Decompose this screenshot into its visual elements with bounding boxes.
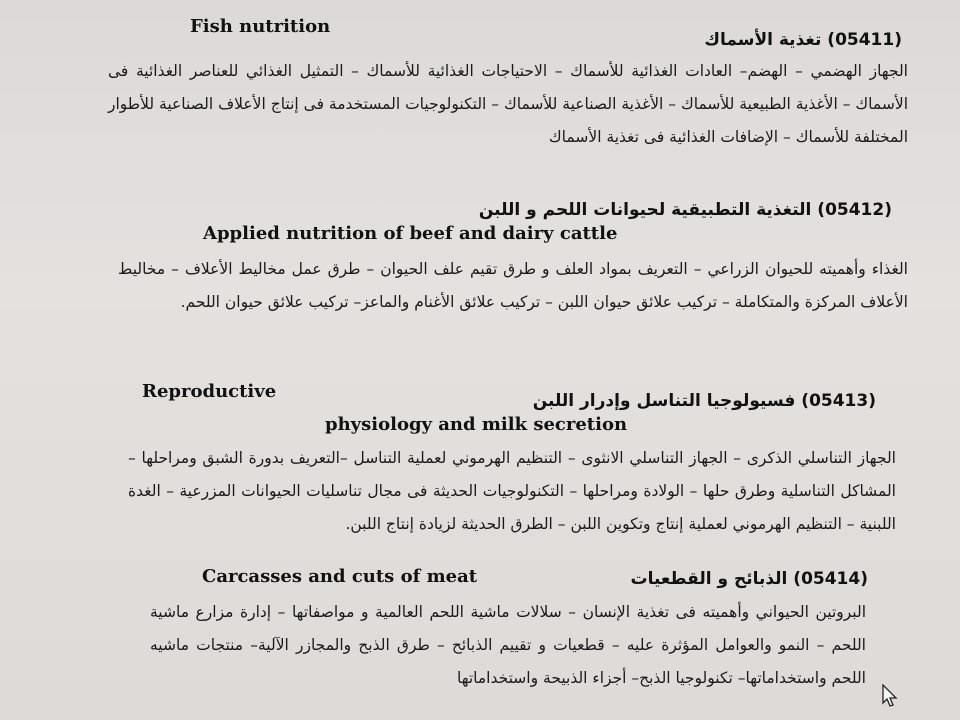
course-description: الجهاز الهضمي – الهضم– العادات الغذائية للأسماك – الاحتياجات الغذائية للأسماك – التمثيل الغذائي للعناصر الغذائية فى الأسماك – الأغذية الطبيعية للأسماك – الأغذية الصناعية للأسماك – التكنولوجيات المستخدمة فى إنتاج الأعلاف الصناعية للأطوار المختلفة للأسماك – الإضافات الغذائية فى تغذية الأسماك — [108, 62, 908, 146]
course-code-title: (05412) التغذية التطبيقية لحيوانات اللحم و اللبن — [478, 200, 892, 220]
course-english-title: Carcasses and cuts of meat — [202, 566, 478, 587]
course-english-title-line2: physiology and milk secretion — [325, 414, 628, 435]
mouse-pointer-icon — [882, 684, 900, 712]
course-description: البروتين الحيواني وأهميته فى تغذية الإنسان – سلالات ماشية اللحم العالمية و مواصفاتها – إدارة مزارع ماشية اللحم – النمو والعوامل المؤثرة عليه – قطعيات و تقييم الذبائح – طرق الذبح والمجازر الآلية– منتجات ماشيه اللحم واستخداماتها– تكنولوجيا الذبح– أجزاء الذبيحة واستخداماتها — [150, 603, 866, 687]
course-description: الغذاء وأهميته للحيوان الزراعي – التعريف بمواد العلف و طرق تقيم علف الحيوان – طرق عمل مخاليط الأعلاف – مخاليط الأعلاف المركزة والمتكاملة – تركيب علائق حيوان اللبن – تركيب علائق الأغنام والماعز– تركيب علائق حيوان اللحم. — [118, 260, 908, 311]
course-english-title: Applied nutrition of beef and dairy cattle — [203, 223, 618, 244]
course-code-title: (05414) الذبائح و القطعيات — [630, 569, 868, 589]
course-english-title: Fish nutrition — [190, 16, 331, 37]
course-code-title: (05413) فسيولوجيا التناسل وإدرار اللبن — [532, 391, 876, 411]
course-description: الجهاز التناسلي الذكرى – الجهاز التناسلي الانثوى – التنظيم الهرموني لعملية التناسل –التعريف بدورة الشبق ومراحلها – المشاكل التناسلية وطرق حلها – الولادة ومراحلها – التكنولوجيات الحديثة فى مجال تناسليات الحيوانات المزرعية – الغدة اللبنية – التنظيم الهرموني لعملية إنتاج وتكوين اللبن – الطرق الحديثة لزيادة إنتاج اللبن. — [128, 449, 896, 533]
course-code-title: (05411) تغذية الأسماك — [704, 30, 902, 50]
course-english-title: Reproductive — [142, 381, 277, 402]
